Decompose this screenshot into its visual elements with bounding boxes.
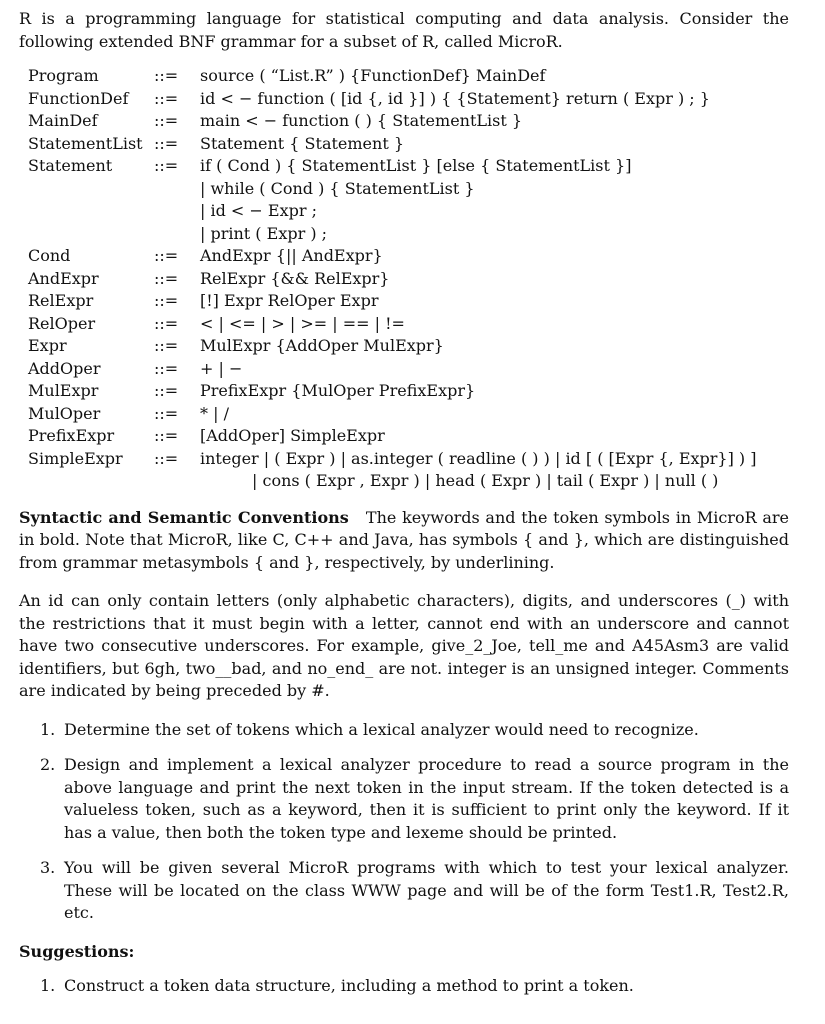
rule-op: ::= [154, 246, 179, 265]
grammar-table [28, 65, 756, 493]
rule-lhs: FunctionDef [28, 88, 129, 108]
task-list [19, 719, 789, 925]
rule-rhs: if ( Cond ) { StatementList } [else { StatementList }] [200, 156, 632, 175]
rule-rhs: MulExpr {AddOper MulExpr} [200, 336, 444, 355]
grammar-rule [28, 335, 756, 358]
grammar-rule [28, 425, 756, 448]
rule-lhs: RelOper [28, 313, 96, 333]
rule-lhs: MulExpr [28, 381, 99, 400]
grammar-rule [28, 65, 756, 88]
rule-lhs: Cond [28, 246, 71, 265]
item-number: 2. [40, 755, 56, 774]
suggestions-heading: Suggestions: [19, 941, 135, 961]
rule-rhs: RelExpr {&& RelExpr} [200, 268, 390, 288]
item-text: Determine the set of tokens which a lexical analyzer would need to recognize. [64, 719, 699, 739]
rule-rhs: integer | ( Expr ) | as.integer ( readline ( ) ) | id [ ( [Expr {, Expr}] ) ] [200, 448, 757, 468]
list-item [19, 975, 789, 998]
item-number: 3. [40, 858, 56, 877]
item-number: 1. [40, 719, 56, 739]
identifiers-paragraph: An id can only contain letters (only alphabetic characters), digits, and underscores (_) with the restrictions that it must begin with a letter, cannot end with an underscore and cannot have two consecutive underscores. For example, give_2_Joe, tell_me and A45Asm3 are valid identifiers, but 6gh, two__bad, and no_end_ are not. integer is an unsigned integer. Comments are indicated by being preceded by #. [19, 591, 789, 700]
rule-op: ::= [154, 291, 179, 310]
conventions-text: The keywords and the token symbols in MicroR are in bold. Note that MicroR, like C, C++ and Java, has symbols { and }, which are distinguished from grammar metasymbols { and }, respectively, by underlining. [19, 507, 789, 572]
grammar-rule [28, 380, 756, 403]
rule-rhs: PrefixExpr {MulOper PrefixExpr} [200, 381, 476, 400]
rule-rhs-continuation: | cons ( Expr , Expr ) | head ( Expr ) | tail ( Expr ) | null ( ) [252, 471, 719, 490]
rule-op: ::= [154, 358, 179, 378]
rule-rhs: | print ( Expr ) ; [200, 223, 328, 243]
grammar-rule [28, 155, 756, 178]
grammar-rule [28, 268, 756, 291]
rule-rhs: Statement { Statement } [200, 133, 405, 153]
grammar-rule [28, 133, 756, 156]
rule-rhs: | while ( Cond ) { StatementList } [200, 178, 475, 198]
item-text: You will be given several MicroR programs with which to test your lexical analyzer. These will be located on the class WWW page and will be of the form Test1.R, Test2.R, etc. [64, 858, 789, 922]
rule-rhs: + | − [200, 358, 243, 378]
list-item [19, 754, 789, 844]
rule-op: ::= [154, 268, 179, 288]
grammar-rule [28, 403, 756, 426]
grammar-rule [28, 88, 756, 111]
grammar-rule [28, 313, 756, 336]
rule-op: ::= [154, 381, 179, 400]
rule-lhs: AndExpr [28, 268, 99, 288]
rule-rhs: [AddOper] SimpleExpr [200, 426, 385, 445]
grammar-rule-continuation [28, 200, 756, 223]
item-text: Design and implement a lexical analyzer procedure to read a source program in the above language and print the next token in the input stream. If the token detected is a valueless token, such as a keyword, then it is sufficient to print only the keyword. If it has a value, then both the token type and lexeme should be printed. [64, 755, 789, 842]
rule-op: ::= [154, 426, 179, 445]
grammar-rule-continuation [28, 470, 756, 493]
rule-op: ::= [154, 133, 179, 153]
rule-op: ::= [154, 111, 179, 130]
rule-op: ::= [154, 66, 179, 85]
rule-op: ::= [154, 336, 179, 355]
list-item [19, 719, 789, 742]
grammar-rule-continuation [28, 178, 756, 201]
rule-lhs: MainDef [28, 111, 98, 130]
rule-lhs: StatementList [28, 133, 143, 153]
item-text: Construct a token data structure, including a method to print a token. [64, 976, 634, 995]
grammar-rule [28, 245, 756, 268]
rule-lhs: MulOper [28, 403, 101, 423]
rule-op: ::= [154, 313, 179, 333]
list-item [19, 857, 789, 925]
rule-op: ::= [154, 88, 179, 108]
document-page [19, 8, 789, 998]
suggestions-list [19, 975, 789, 998]
rule-lhs: Statement [28, 156, 113, 175]
rule-rhs: | id < − Expr ; [200, 201, 317, 220]
grammar-rule [28, 290, 756, 313]
rule-rhs: source ( “List.R” ) {FunctionDef} MainDef [200, 66, 546, 85]
intro-paragraph: R is a programming language for statistical computing and data analysis. Consider the following extended BNF grammar for a subset of R, called MicroR. [19, 9, 789, 51]
conventions-heading: Syntactic and Semantic Conventions [19, 507, 349, 527]
rule-rhs: id < − function ( [id {, id }] ) { {Statement} return ( Expr ) ; } [200, 88, 710, 108]
item-number: 1. [40, 976, 56, 995]
grammar-rule [28, 358, 756, 381]
conventions-paragraph [19, 507, 789, 575]
rule-lhs: PrefixExpr [28, 426, 115, 445]
rule-rhs: * | / [200, 403, 229, 423]
rule-lhs: AddOper [28, 358, 101, 378]
rule-rhs: main < − function ( ) { StatementList } [200, 111, 523, 130]
grammar-rule-continuation [28, 223, 756, 246]
rule-rhs: AndExpr {|| AndExpr} [200, 246, 383, 265]
rule-lhs: Program [28, 66, 99, 85]
rule-op: ::= [154, 448, 179, 468]
rule-rhs [200, 470, 756, 493]
rule-lhs: RelExpr [28, 291, 94, 310]
rule-rhs: < | <= | > | >= | == | != [200, 313, 405, 333]
grammar-rule [28, 448, 756, 471]
rule-op: ::= [154, 403, 179, 423]
rule-op: ::= [154, 156, 179, 175]
rule-lhs: SimpleExpr [28, 448, 123, 468]
rule-rhs: [!] Expr RelOper Expr [200, 291, 379, 310]
grammar-rule [28, 110, 756, 133]
rule-lhs: Expr [28, 336, 67, 355]
